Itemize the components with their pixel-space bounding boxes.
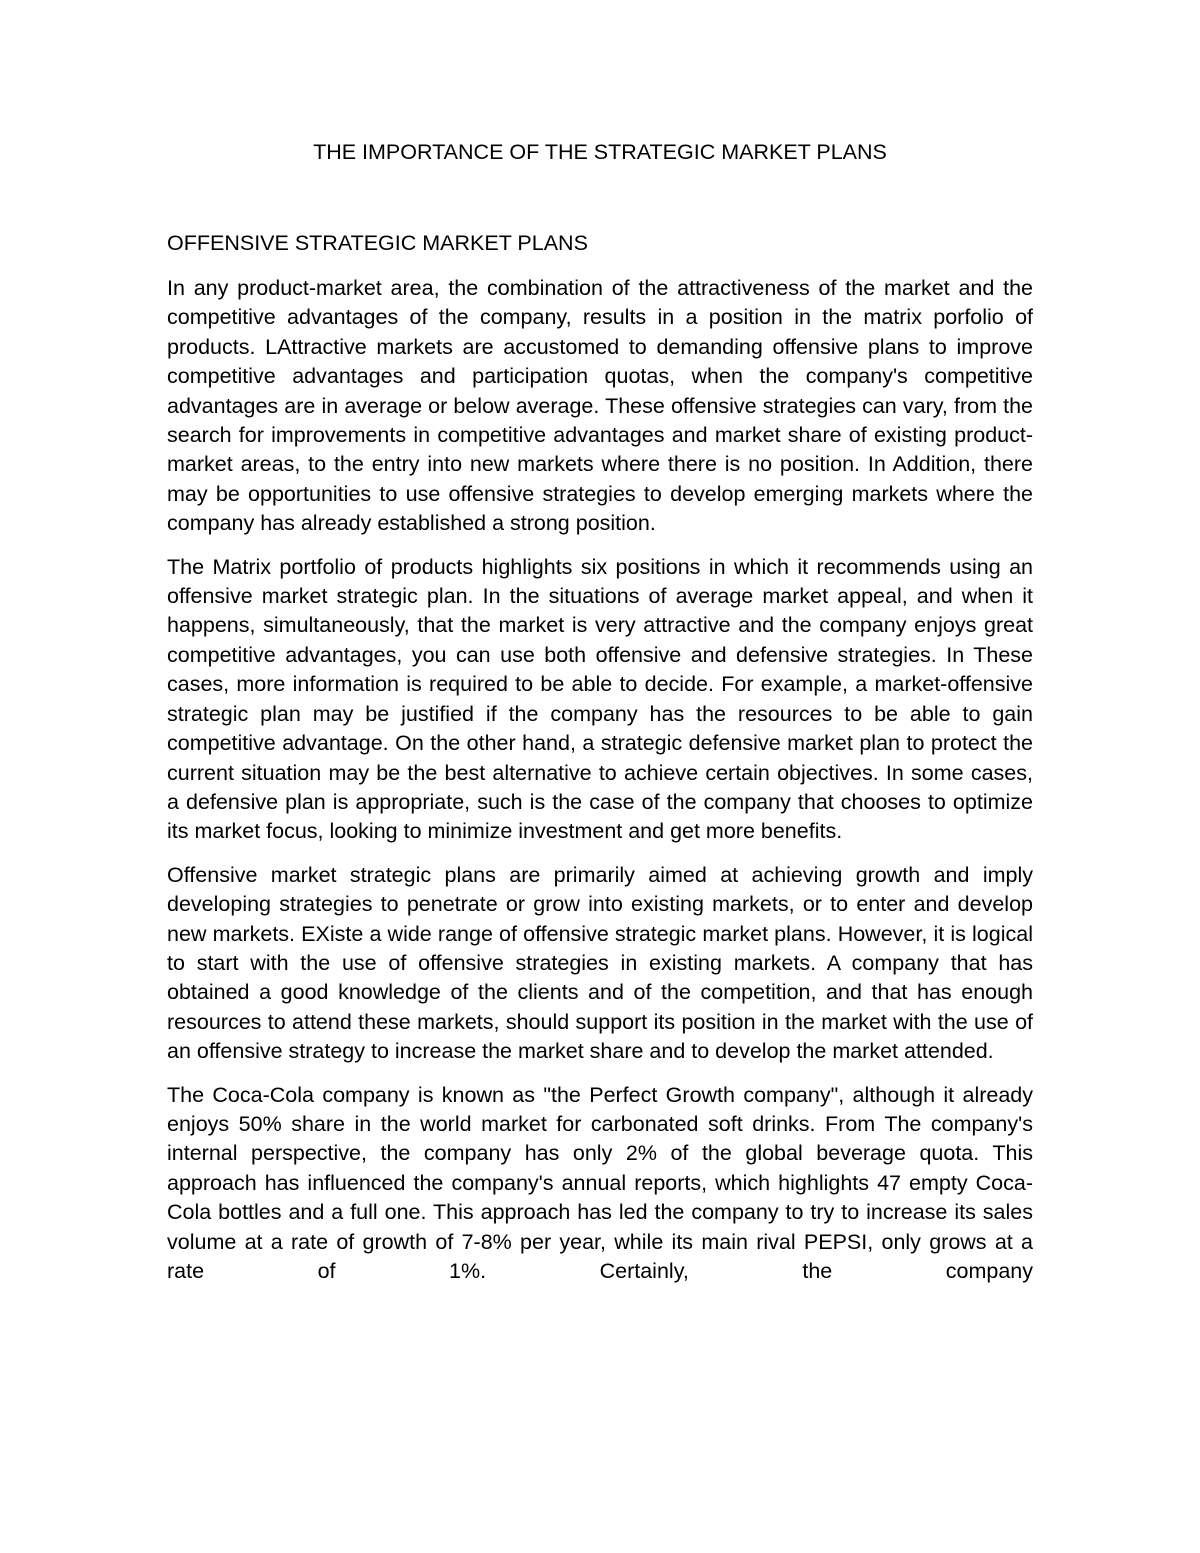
paragraph-4: The Coca-Cola company is known as "the Perfect Growth company", although it already enjoys 50% share in the world market for carbonated soft drinks. From The company's internal perspective, the company has only 2% of the global beverage quota. This approach has influenced the company's annual reports, which highlights 47 empty Coca-Cola bottles and a full one. This approach has led the company to try to increase its sales volume at a rate of growth of 7-8% per year, while its main rival PEPSI, only grows at a rate of 1%. Certainly, the company [167, 1082, 1033, 1283]
paragraph-3: Offensive market strategic plans are primarily aimed at achieving growth and imply developing strategies to penetrate or grow into existing markets, or to enter and develop new markets. EXiste a wide range of offensive strategic market plans. However, it is logical to start with the use of offensive strategies in existing markets. A company that has obtained a good knowledge of the clients and of the competition, and that has enough resources to attend these markets, should support its position in the market with the use of an offensive strategy to increase the market share and to develop the market attended. [167, 862, 1033, 1064]
document-title: THE IMPORTANCE OF THE STRATEGIC MARKET PLANS [313, 140, 887, 164]
paragraph-2: The Matrix portfolio of products highlights six positions in which it recommends using an offensive market strategic plan. In the situations of average market appeal, and when it happens, simultaneously, that the market is very attractive and the company enjoys great competitive advantages, you can use both offensive and defensive strategies. In These cases, more information is required to be able to decide. For example, a market-offensive strategic plan may be justified if the company has the resources to be able to gain competitive advantage. On the other hand, a strategic defensive market plan to protect the current situation may be the best alternative to achieve certain objectives. In some cases, a defensive plan is appropriate, such is the case of the company that chooses to optimize its market focus, looking to minimize investment and get more benefits. [167, 554, 1033, 844]
paragraph-1: In any product-market area, the combination of the attractiveness of the market and the competitive advantages of the company, results in a position in the matrix porfolio of products. LAttractive markets are accustomed to demanding offensive plans to improve competitive advantages and participation quotas, when the company's competitive advantages are in average or below average. These offensive strategies can vary, from the search for improvements in competitive advantages and market share of existing product-market areas, to the entry into new markets where there is no position. In Addition, there may be opportunities to use offensive strategies to develop emerging markets where the company has already established a strong position. [167, 276, 1033, 536]
section-heading: OFFENSIVE STRATEGIC MARKET PLANS [167, 231, 588, 255]
page-content [167, 138, 1033, 1286]
